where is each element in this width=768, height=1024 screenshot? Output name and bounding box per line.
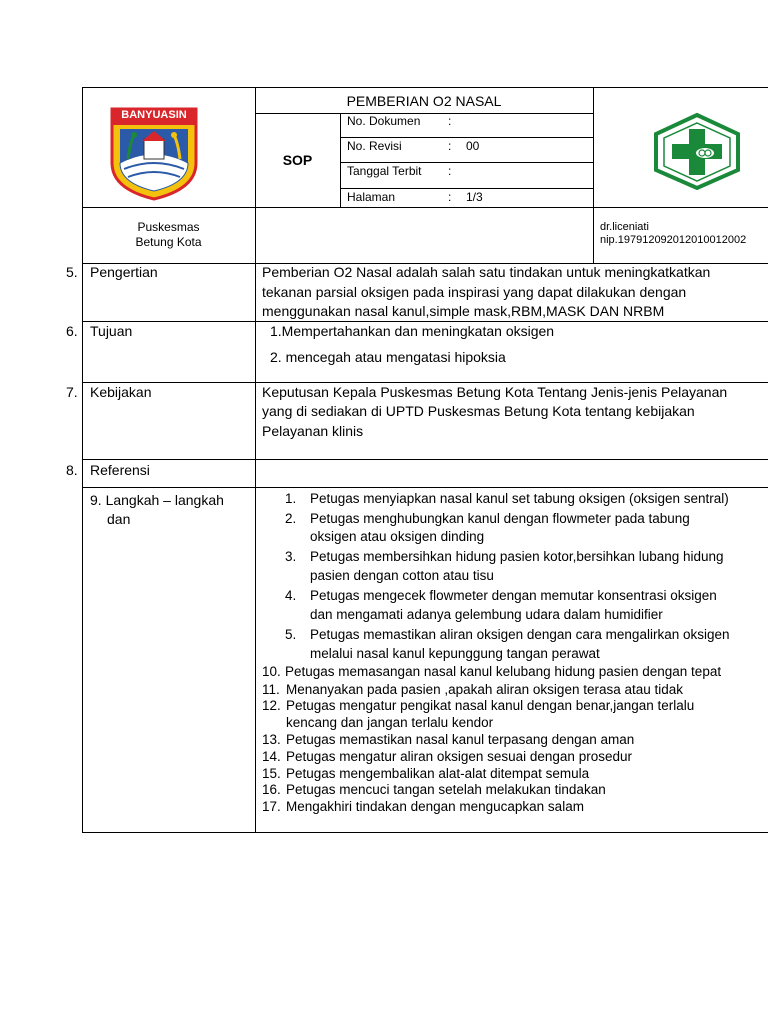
tujuan-number: 6. bbox=[66, 323, 78, 339]
kebijakan-line-1: Keputusan Kepala Puskesmas Betung Kota Tentang Jenis-jenis Pelayanan bbox=[262, 384, 728, 400]
pengertian-label: Pengertian bbox=[90, 264, 158, 280]
meta-value-halaman: 1/3 bbox=[466, 190, 483, 204]
org-name-line2: Betung Kota bbox=[135, 235, 202, 249]
step-13-number: 13. bbox=[262, 732, 281, 747]
step-10-number: 10. bbox=[262, 664, 281, 679]
step-17-number: 17. bbox=[262, 799, 281, 814]
step-14-number: 14. bbox=[262, 749, 281, 764]
kebijakan-label: Kebijakan bbox=[90, 384, 152, 400]
step-13-text: Petugas memastikan nasal kanul terpasang dengan aman bbox=[286, 732, 635, 747]
step-5-text: Petugas memastikan aliran oksigen dengan cara mengalirkan oksigen bbox=[310, 627, 730, 642]
step-4-text-cont: dan mengamati adanya gelembung udara dalam humidifier bbox=[310, 607, 663, 622]
signer-name: dr.liceniati bbox=[600, 221, 649, 233]
step-12-text-cont: kencang dan jangan terlalu kendor bbox=[286, 715, 494, 730]
step-16-text: Petugas mencuci tangan setelah melakukan tindakan bbox=[286, 782, 606, 797]
step-16-number: 16. bbox=[262, 782, 281, 797]
step-12-number: 12. bbox=[262, 698, 281, 713]
tujuan-line-1: 1.Mempertahankan dan meningkatan oksigen bbox=[270, 323, 555, 339]
step-1-number: 1. bbox=[285, 491, 297, 506]
step-12-text: Petugas mengatur pengikat nasal kanul dengan benar,jangan terlalu bbox=[286, 698, 695, 713]
step-15-number: 15. bbox=[262, 766, 281, 781]
meta-label-revisi: No. Revisi bbox=[347, 139, 402, 153]
pengertian-line-2: tekanan parsial oksigen pada inspirasi yang dapat dilakukan dengan bbox=[262, 284, 687, 300]
tujuan-line-2: 2. mencegah atau mengatasi hipoksia bbox=[270, 349, 506, 365]
pengertian-line-1: Pemberian O2 Nasal adalah salah satu tindakan untuk meningkatkatkan bbox=[262, 264, 711, 280]
meta-value-revisi: 00 bbox=[466, 139, 480, 153]
referensi-number: 8. bbox=[66, 462, 78, 478]
document-title: PEMBERIAN O2 NASAL bbox=[346, 93, 502, 109]
step-14-text: Petugas mengatur aliran oksigen sesuai dengan prosedur bbox=[286, 749, 632, 764]
step-17-text: Mengakhiri tindakan dengan mengucapkan salam bbox=[286, 799, 584, 814]
pengertian-line-3: menggunakan nasal kanul,simple mask,RBM,MASK DAN NRBM bbox=[262, 303, 665, 319]
meta-label-dokumen: No. Dokumen bbox=[347, 114, 421, 128]
step-11-text: Menanyakan pada pasien ,apakah aliran oksigen terasa atau tidak bbox=[286, 682, 684, 697]
step-5-text-cont: melalui nasal kanul kepunggung tangan perawat bbox=[310, 646, 600, 661]
step-11-number: 11. bbox=[262, 682, 280, 697]
meta-sep-revisi: : bbox=[448, 139, 452, 153]
step-5-number: 5. bbox=[285, 627, 297, 642]
kebijakan-number: 7. bbox=[66, 384, 78, 400]
meta-label-tanggal: Tanggal Terbit bbox=[347, 164, 422, 178]
meta-label-halaman: Halaman bbox=[347, 190, 396, 204]
step-4-text: Petugas mengecek flowmeter dengan memutar konsentrasi oksigen bbox=[310, 588, 717, 603]
step-2-number: 2. bbox=[285, 511, 297, 526]
org-name-line1: Puskesmas bbox=[137, 220, 200, 234]
step-3-number: 3. bbox=[285, 549, 297, 564]
step-3-text-cont: pasien dengan cotton atau tisu bbox=[310, 568, 494, 583]
referensi-label: Referensi bbox=[90, 462, 150, 478]
langkah-label-line2: dan bbox=[107, 511, 131, 527]
meta-sep-tanggal: : bbox=[448, 164, 452, 178]
step-2-text: Petugas menghubungkan kanul dengan flowmeter pada tabung bbox=[310, 511, 690, 526]
step-10-text: Petugas memasangan nasal kanul kelubang hidung pasien dengan tepat bbox=[285, 664, 722, 679]
langkah-label-line1: 9. Langkah – langkah bbox=[90, 492, 224, 508]
step-2-text-cont: oksigen atau oksigen dinding bbox=[310, 529, 485, 544]
step-4-number: 4. bbox=[285, 588, 297, 603]
step-3-text: Petugas membersihkan hidung pasien kotor,bersihkan lubang hidung bbox=[310, 549, 724, 564]
signer-nip: nip.197912092012010012002 bbox=[600, 234, 747, 246]
meta-sep-dokumen: : bbox=[448, 114, 452, 128]
step-15-text: Petugas mengembalikan alat-alat ditempat semula bbox=[286, 766, 590, 781]
kebijakan-line-2: yang di sediakan di UPTD Puskesmas Betung Kota tentang kebijakan bbox=[262, 403, 695, 419]
step-1-text: Petugas menyiapkan nasal kanul set tabung oksigen (oksigen sentral) bbox=[310, 491, 729, 506]
logo-text: BANYUASIN bbox=[121, 109, 187, 121]
meta-sep-halaman: : bbox=[448, 190, 452, 204]
sop-label: SOP bbox=[282, 152, 313, 168]
tujuan-label: Tujuan bbox=[90, 323, 133, 339]
kebijakan-line-3: Pelayanan klinis bbox=[262, 423, 364, 439]
pengertian-number: 5. bbox=[66, 264, 78, 280]
